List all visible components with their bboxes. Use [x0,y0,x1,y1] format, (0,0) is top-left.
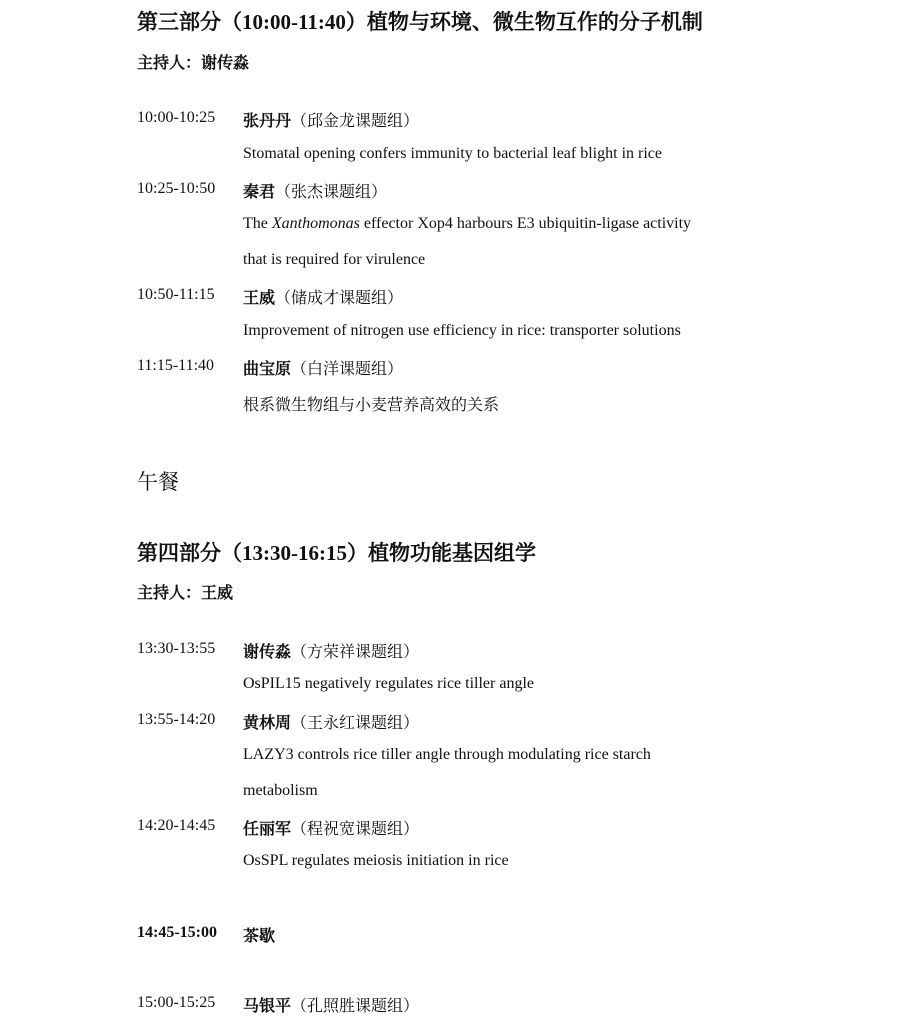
title-italic: Xanthomonas [271,215,360,232]
talk-title: Improvement of nitrogen use efficiency in rice: transporter solutions [243,322,681,339]
speaker-group: （张杰课题组） [275,184,388,201]
section-3-title: 第三部分（10:00-11:40）植物与环境、微生物互作的分子机制 [137,10,703,34]
talk-time: 13:55-14:20 [137,711,216,728]
speaker-name: 黄林周 [243,715,292,732]
talk-time: 10:25-10:50 [137,180,216,197]
talk-title [243,215,691,233]
talk-speaker [243,108,419,131]
title-suffix: effector Xop4 harbours E3 ubiquitin-ligase activity [359,215,692,232]
talk-time: 14:20-14:45 [137,817,216,834]
section-4-host: 主持人：王威 [137,585,234,602]
talk-time: 11:15-11:40 [137,357,215,374]
talk-speaker [243,639,419,662]
talk-title: Stomatal opening confers immunity to bacterial leaf blight in rice [243,145,662,162]
talk-title: OsSPL regulates meiosis initiation in rice [243,852,509,869]
speaker-group: （王永红课题组） [291,715,420,732]
speaker-group: （方荣祥课题组） [291,644,420,661]
speaker-name: 曲宝原 [243,361,292,378]
tea-break-label: 茶歇 [243,928,276,945]
speaker-name: 任丽军 [243,821,292,838]
talk-speaker [243,285,403,308]
talk-title-line2: that is required for virulence [243,251,426,268]
talk-time: 13:30-13:55 [137,640,216,657]
speaker-name: 张丹丹 [243,113,292,130]
section-4-title: 第四部分（13:30-16:15）植物功能基因组学 [137,541,536,565]
speaker-group: （储成才课题组） [275,290,404,307]
speaker-group: （孔照胜课题组） [291,998,420,1015]
talk-speaker [243,710,419,733]
talk-speaker [243,816,419,839]
section-3-host: 主持人：谢传淼 [137,55,250,72]
talk-speaker [243,356,403,379]
tea-break-time: 14:45-15:00 [137,924,217,941]
speaker-name: 秦君 [243,184,276,201]
talk-speaker [243,179,387,202]
talk-time: 10:50-11:15 [137,286,215,303]
speaker-name: 马银平 [243,998,292,1015]
talk-time: 15:00-15:25 [137,994,216,1011]
talk-title: LAZY3 controls rice tiller angle through modulating rice starch [243,746,651,763]
speaker-group: （白洋课题组） [291,361,404,378]
speaker-group: （邱金龙课题组） [291,113,420,130]
talk-title: 根系微生物组与小麦营养高效的关系 [243,397,500,414]
speaker-name: 王威 [243,290,276,307]
lunch-label: 午餐 [137,470,179,494]
talk-title: OsPIL15 negatively regulates rice tiller angle [243,675,535,692]
title-prefix: The [243,215,272,232]
speaker-group: （程祝宽课题组） [291,821,420,838]
talk-time: 10:00-10:25 [137,109,216,126]
talk-speaker [243,993,419,1016]
speaker-name: 谢传淼 [243,644,292,661]
talk-title-line2: metabolism [243,782,318,799]
